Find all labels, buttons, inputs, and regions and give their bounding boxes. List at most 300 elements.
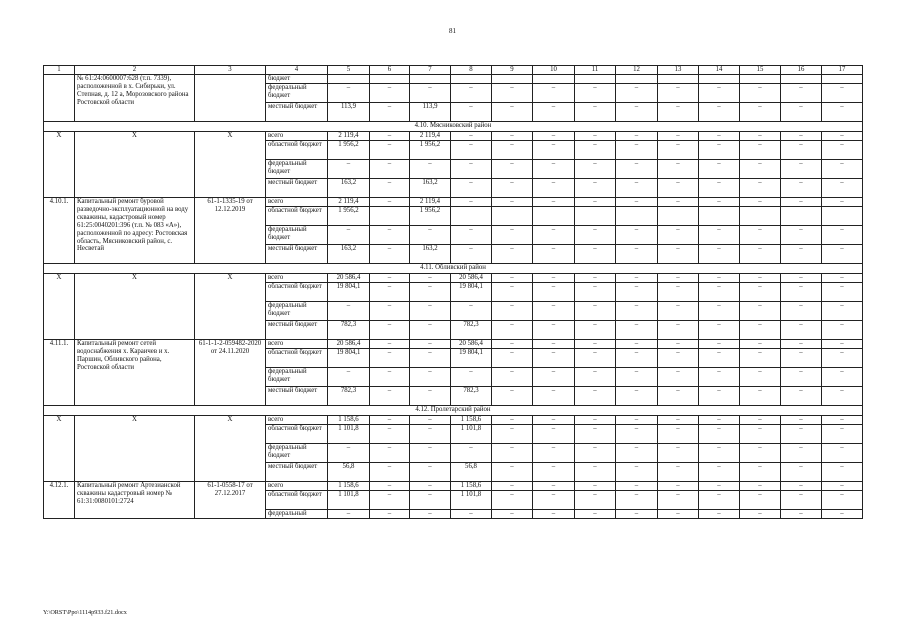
value-cell: – [370, 321, 410, 340]
value-cell: – [699, 321, 740, 340]
item-name-cell: Х [75, 274, 195, 340]
table-row [44, 340, 863, 349]
value-cell: – [575, 141, 616, 160]
value-cell: – [822, 245, 863, 264]
value-cell: – [740, 491, 781, 510]
value-cell: – [781, 510, 822, 519]
header-cell: 6 [370, 66, 410, 75]
value-cell: – [533, 103, 575, 122]
item-number-cell: 4.12.1. [44, 482, 75, 519]
value-cell: – [699, 274, 740, 283]
value-cell: – [822, 226, 863, 245]
value-cell: – [658, 321, 699, 340]
value-cell: – [658, 425, 699, 444]
value-cell: – [370, 425, 410, 444]
value-cell: – [822, 510, 863, 519]
value-cell [492, 207, 533, 226]
value-cell: – [781, 463, 822, 482]
item-doc-cell: Х [195, 274, 266, 340]
section-title: 4.12. Пролетарский район [44, 406, 863, 416]
value-cell: – [492, 416, 533, 425]
value-cell: – [822, 463, 863, 482]
value-cell: – [492, 283, 533, 302]
value-cell: – [328, 226, 370, 245]
value-cell: – [370, 349, 410, 368]
value-cell: – [658, 368, 699, 387]
value-cell [533, 207, 575, 226]
value-cell: – [451, 302, 492, 321]
value-cell: – [410, 226, 451, 245]
value-cell: – [492, 274, 533, 283]
value-cell: 2 119,4 [328, 132, 370, 141]
header-cell: 11 [575, 66, 616, 75]
value-cell: – [822, 368, 863, 387]
value-cell: 1 956,2 [328, 207, 370, 226]
item-doc-cell: Х [195, 132, 266, 198]
budget-type-cell: всего [266, 340, 328, 349]
value-cell: – [370, 274, 410, 283]
value-cell: – [658, 349, 699, 368]
value-cell: – [533, 340, 575, 349]
value-cell: 20 586,4 [451, 340, 492, 349]
value-cell: 1 101,8 [451, 425, 492, 444]
item-name-cell: Капитальный ремонт Артезианской скважины кадастровый номер № 61:31:0080101:2724 [75, 482, 195, 519]
value-cell: – [699, 160, 740, 179]
value-cell: – [492, 444, 533, 463]
header-cell: 4 [266, 66, 328, 75]
value-cell: 19 804,1 [451, 349, 492, 368]
value-cell: – [575, 387, 616, 406]
value-cell: – [740, 283, 781, 302]
value-cell: – [410, 416, 451, 425]
table-row [44, 132, 863, 141]
value-cell: – [575, 482, 616, 491]
value-cell: – [492, 179, 533, 198]
header-cell: 10 [533, 66, 575, 75]
value-cell: – [370, 302, 410, 321]
header-cell: 12 [616, 66, 658, 75]
value-cell: – [658, 510, 699, 519]
value-cell: – [658, 444, 699, 463]
value-cell: – [699, 444, 740, 463]
value-cell: 1 101,8 [328, 425, 370, 444]
value-cell: – [658, 491, 699, 510]
value-cell: – [658, 387, 699, 406]
value-cell: – [699, 425, 740, 444]
page-number: 81 [449, 27, 456, 35]
value-cell: – [616, 463, 658, 482]
value-cell: – [533, 141, 575, 160]
item-number-cell: 4.11.1. [44, 340, 75, 406]
value-cell: – [575, 416, 616, 425]
value-cell [822, 75, 863, 84]
value-cell: – [370, 198, 410, 207]
budget-type-cell: федеральный бюджет [266, 368, 328, 387]
value-cell: – [781, 84, 822, 103]
value-cell: – [699, 482, 740, 491]
value-cell [658, 75, 699, 84]
section-title: 4.10. Мясниковский район [44, 122, 863, 132]
value-cell: – [492, 226, 533, 245]
value-cell: – [616, 491, 658, 510]
value-cell: 1 956,2 [410, 207, 451, 226]
value-cell: – [370, 84, 410, 103]
value-cell [370, 75, 410, 84]
value-cell: – [410, 510, 451, 519]
value-cell: – [740, 198, 781, 207]
budget-table [43, 65, 863, 519]
value-cell: – [492, 510, 533, 519]
table-row [44, 482, 863, 491]
value-cell: – [658, 482, 699, 491]
table-row [44, 198, 863, 207]
budget-type-cell: местный бюджет [266, 463, 328, 482]
value-cell: – [575, 103, 616, 122]
value-cell: 1 158,6 [451, 416, 492, 425]
value-cell: – [451, 510, 492, 519]
value-cell: – [822, 103, 863, 122]
value-cell: – [740, 416, 781, 425]
value-cell: – [370, 245, 410, 264]
budget-type-cell: федеральный [266, 510, 328, 519]
value-cell: – [822, 302, 863, 321]
value-cell: – [822, 340, 863, 349]
value-cell: – [451, 160, 492, 179]
value-cell: – [575, 463, 616, 482]
value-cell: – [492, 482, 533, 491]
value-cell [575, 207, 616, 226]
item-name-cell: Х [75, 416, 195, 482]
value-cell: – [616, 425, 658, 444]
budget-type-cell: федеральный бюджет [266, 84, 328, 103]
value-cell: – [533, 274, 575, 283]
value-cell: – [533, 198, 575, 207]
value-cell: – [492, 160, 533, 179]
value-cell: – [781, 245, 822, 264]
value-cell: – [658, 103, 699, 122]
value-cell: – [451, 84, 492, 103]
value-cell: – [781, 387, 822, 406]
value-cell: – [822, 198, 863, 207]
header-cell: 17 [822, 66, 863, 75]
value-cell: – [410, 302, 451, 321]
value-cell: – [328, 302, 370, 321]
value-cell: 163,2 [328, 245, 370, 264]
value-cell: – [492, 463, 533, 482]
value-cell: – [781, 274, 822, 283]
value-cell: 163,2 [410, 179, 451, 198]
header-cell: 5 [328, 66, 370, 75]
value-cell [370, 207, 410, 226]
value-cell: – [492, 84, 533, 103]
section-title-row [44, 122, 863, 132]
value-cell: 56,8 [328, 463, 370, 482]
value-cell: – [781, 444, 822, 463]
table-row [44, 416, 863, 425]
value-cell: – [328, 368, 370, 387]
budget-type-cell: всего [266, 274, 328, 283]
value-cell: – [410, 84, 451, 103]
value-cell: – [699, 510, 740, 519]
value-cell: – [699, 340, 740, 349]
value-cell: – [575, 84, 616, 103]
value-cell: – [658, 132, 699, 141]
value-cell: – [699, 245, 740, 264]
value-cell: – [328, 444, 370, 463]
value-cell: 782,3 [451, 387, 492, 406]
value-cell [328, 75, 370, 84]
value-cell: 19 804,1 [451, 283, 492, 302]
value-cell [658, 207, 699, 226]
header-cell: 7 [410, 66, 451, 75]
value-cell: – [616, 340, 658, 349]
item-doc-cell: 61-1-1-2-059482-2020 от 24.11.2020 [195, 340, 266, 406]
value-cell [451, 207, 492, 226]
value-cell: – [575, 245, 616, 264]
value-cell: – [533, 387, 575, 406]
value-cell: – [451, 198, 492, 207]
value-cell: – [370, 340, 410, 349]
value-cell: – [616, 226, 658, 245]
value-cell: – [616, 132, 658, 141]
value-cell: – [658, 226, 699, 245]
value-cell: – [781, 283, 822, 302]
value-cell: – [410, 482, 451, 491]
budget-type-cell: областной бюджет [266, 207, 328, 226]
value-cell: – [533, 160, 575, 179]
value-cell: – [740, 132, 781, 141]
budget-type-cell: местный бюджет [266, 179, 328, 198]
value-cell: – [822, 160, 863, 179]
value-cell: – [533, 84, 575, 103]
value-cell: – [410, 444, 451, 463]
budget-type-cell: областной бюджет [266, 283, 328, 302]
value-cell: – [781, 141, 822, 160]
value-cell: – [699, 283, 740, 302]
value-cell: 1 101,8 [328, 491, 370, 510]
value-cell: – [370, 416, 410, 425]
value-cell: 1 158,6 [328, 482, 370, 491]
header-cell: 2 [75, 66, 195, 75]
value-cell: – [616, 179, 658, 198]
value-cell: – [781, 160, 822, 179]
value-cell: – [822, 444, 863, 463]
value-cell: – [492, 245, 533, 264]
value-cell: – [781, 103, 822, 122]
value-cell: – [740, 387, 781, 406]
value-cell: – [575, 491, 616, 510]
value-cell: – [370, 444, 410, 463]
value-cell: – [451, 245, 492, 264]
value-cell: – [575, 444, 616, 463]
value-cell: – [370, 491, 410, 510]
value-cell: 19 804,1 [328, 283, 370, 302]
value-cell: – [822, 274, 863, 283]
value-cell: – [658, 84, 699, 103]
value-cell: – [781, 349, 822, 368]
value-cell: – [699, 198, 740, 207]
value-cell: 20 586,4 [451, 274, 492, 283]
value-cell: – [740, 368, 781, 387]
value-cell: – [658, 198, 699, 207]
budget-type-cell: местный бюджет [266, 245, 328, 264]
value-cell: – [781, 226, 822, 245]
value-cell: – [370, 141, 410, 160]
value-cell: 782,3 [451, 321, 492, 340]
section-title-row [44, 406, 863, 416]
value-cell: – [575, 510, 616, 519]
value-cell [410, 75, 451, 84]
value-cell: – [616, 510, 658, 519]
value-cell: – [699, 491, 740, 510]
value-cell: 1 158,6 [451, 482, 492, 491]
value-cell: 1 956,2 [328, 141, 370, 160]
value-cell: – [781, 491, 822, 510]
value-cell: 20 586,4 [328, 340, 370, 349]
value-cell: – [533, 425, 575, 444]
value-cell: – [699, 84, 740, 103]
value-cell: – [328, 160, 370, 179]
value-cell [575, 75, 616, 84]
value-cell: – [740, 349, 781, 368]
budget-type-cell: всего [266, 482, 328, 491]
value-cell: – [410, 321, 451, 340]
value-cell: – [781, 340, 822, 349]
value-cell: – [699, 179, 740, 198]
value-cell: – [822, 132, 863, 141]
value-cell: – [740, 444, 781, 463]
value-cell: – [533, 321, 575, 340]
value-cell: – [616, 349, 658, 368]
value-cell [616, 75, 658, 84]
value-cell: – [575, 132, 616, 141]
section-title: 4.11. Обливский район [44, 264, 863, 274]
value-cell: – [410, 463, 451, 482]
budget-type-cell: всего [266, 132, 328, 141]
value-cell: – [370, 387, 410, 406]
value-cell: – [451, 226, 492, 245]
value-cell: – [658, 416, 699, 425]
value-cell: – [616, 444, 658, 463]
value-cell: 1 956,2 [410, 141, 451, 160]
value-cell: – [575, 179, 616, 198]
item-doc-cell [195, 75, 266, 122]
value-cell: – [533, 444, 575, 463]
value-cell: – [616, 482, 658, 491]
value-cell: – [822, 425, 863, 444]
budget-type-cell: областной бюджет [266, 141, 328, 160]
value-cell: – [575, 340, 616, 349]
value-cell: – [699, 141, 740, 160]
value-cell: – [533, 368, 575, 387]
value-cell: – [533, 226, 575, 245]
value-cell: – [658, 141, 699, 160]
value-cell: 782,3 [328, 387, 370, 406]
value-cell: – [781, 321, 822, 340]
value-cell: – [575, 368, 616, 387]
value-cell: – [658, 274, 699, 283]
header-cell: 16 [781, 66, 822, 75]
value-cell: – [492, 321, 533, 340]
value-cell: – [370, 510, 410, 519]
value-cell: – [616, 387, 658, 406]
value-cell: – [658, 283, 699, 302]
value-cell: – [370, 226, 410, 245]
value-cell: – [740, 226, 781, 245]
value-cell: – [658, 160, 699, 179]
budget-type-cell: местный бюджет [266, 103, 328, 122]
item-number-cell: Х [44, 416, 75, 482]
budget-type-cell: областной бюджет [266, 491, 328, 510]
header-cell: 14 [699, 66, 740, 75]
header-cell: 15 [740, 66, 781, 75]
value-cell: – [492, 340, 533, 349]
value-cell: – [822, 416, 863, 425]
value-cell: – [575, 160, 616, 179]
value-cell: – [740, 179, 781, 198]
value-cell: 113,9 [410, 103, 451, 122]
value-cell: 163,2 [410, 245, 451, 264]
value-cell: – [370, 482, 410, 491]
value-cell: – [616, 103, 658, 122]
value-cell: – [533, 283, 575, 302]
value-cell: – [533, 482, 575, 491]
value-cell: – [781, 179, 822, 198]
value-cell: – [410, 274, 451, 283]
value-cell: – [822, 141, 863, 160]
value-cell: – [658, 463, 699, 482]
item-number-cell [44, 75, 75, 122]
value-cell: – [533, 302, 575, 321]
value-cell: – [740, 302, 781, 321]
item-name-cell: Капитальный ремонт сетей водоснабжения х. Караичев и х. Паршин, Обливского района, Ростовской области [75, 340, 195, 406]
value-cell: 20 586,4 [328, 274, 370, 283]
value-cell: 2 119,4 [410, 198, 451, 207]
header-cell: 1 [44, 66, 75, 75]
value-cell: – [533, 416, 575, 425]
value-cell: – [822, 482, 863, 491]
value-cell: – [370, 103, 410, 122]
value-cell: – [410, 491, 451, 510]
value-cell: – [451, 103, 492, 122]
item-doc-cell: 61-1-0558-17 от 27.12.2017 [195, 482, 266, 519]
value-cell: – [533, 132, 575, 141]
value-cell: 1 101,8 [451, 491, 492, 510]
value-cell: – [740, 482, 781, 491]
budget-type-cell: бюджет [266, 75, 328, 84]
value-cell: – [658, 302, 699, 321]
value-cell: – [781, 425, 822, 444]
value-cell: – [575, 302, 616, 321]
value-cell: – [370, 463, 410, 482]
value-cell: – [575, 226, 616, 245]
budget-type-cell: местный бюджет [266, 321, 328, 340]
value-cell: – [616, 321, 658, 340]
item-doc-cell: Х [195, 416, 266, 482]
budget-type-cell: федеральный бюджет [266, 444, 328, 463]
budget-type-cell: местный бюджет [266, 387, 328, 406]
value-cell: – [575, 283, 616, 302]
budget-type-cell: областной бюджет [266, 349, 328, 368]
value-cell: – [533, 491, 575, 510]
value-cell: – [370, 160, 410, 179]
value-cell [699, 207, 740, 226]
value-cell: – [451, 368, 492, 387]
value-cell: – [533, 349, 575, 368]
budget-table-container [43, 65, 862, 519]
value-cell: – [451, 141, 492, 160]
value-cell: – [492, 491, 533, 510]
